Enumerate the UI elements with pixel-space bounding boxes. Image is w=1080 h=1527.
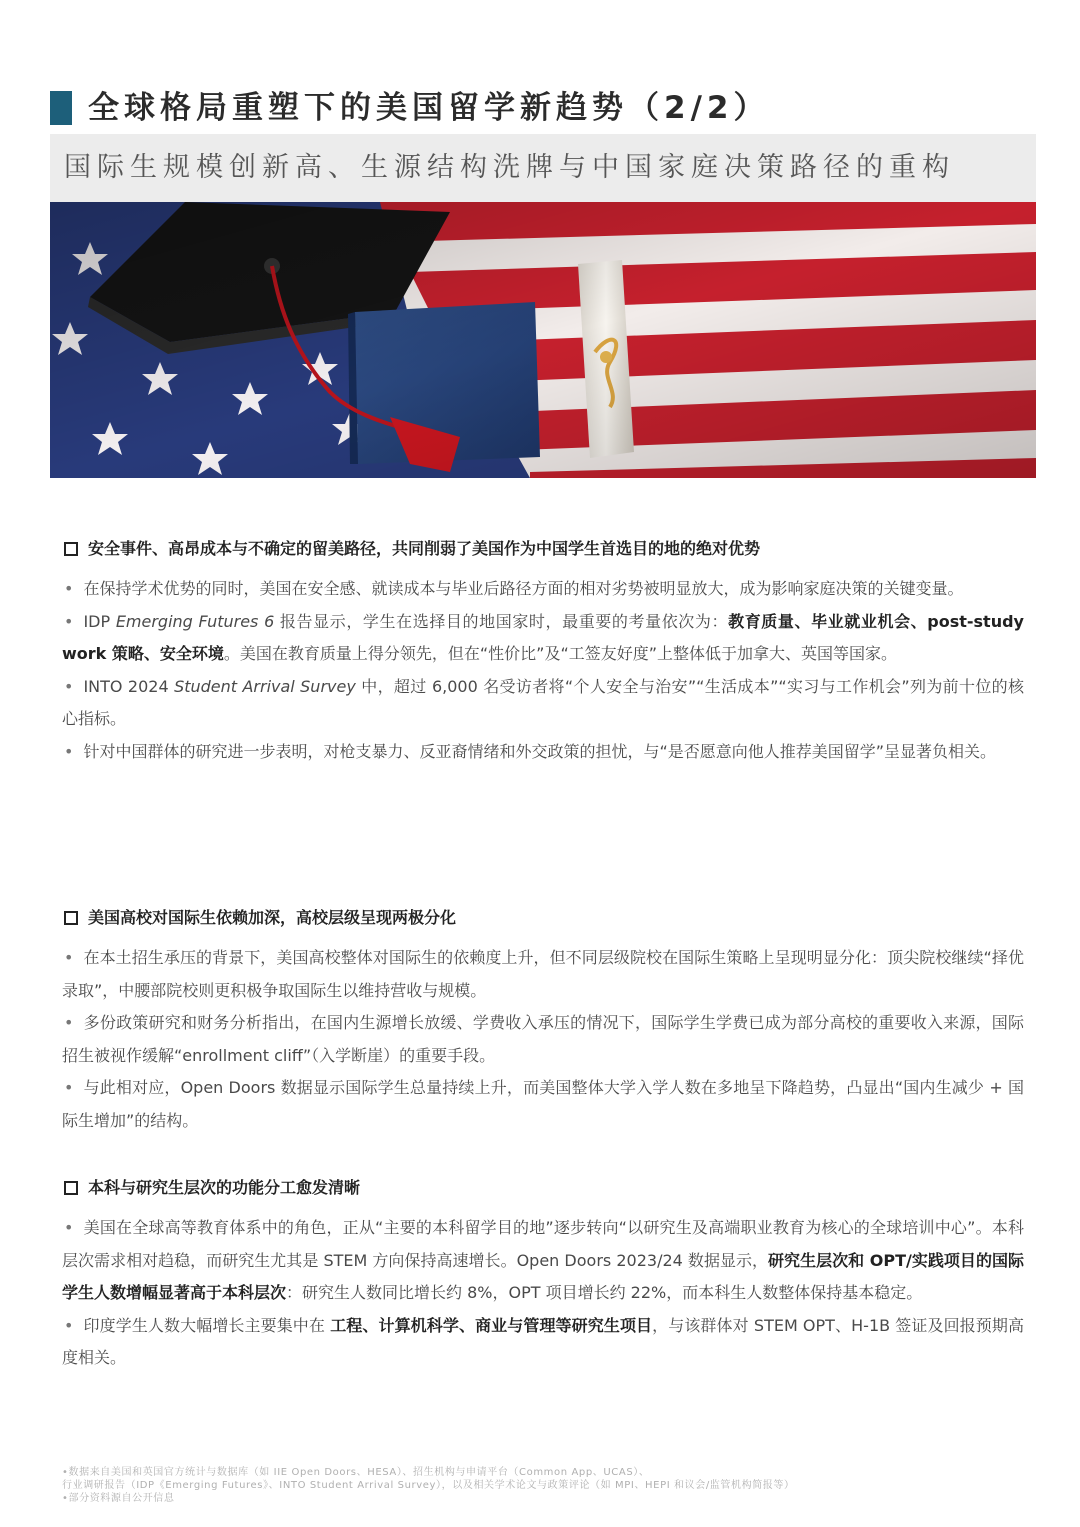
bullet-paragraph: • IDP Emerging Futures 6 报告显示，学生在选择目的地国家时，最重要的考量依次为：教育质量、毕业就业机会、post-study work 策略、安全环境。美国在教育质量上得分领先，但在“性价比”及“工签友好度”上整体低于加拿大、英国等国家。	[62, 611, 1024, 664]
title-accent-bar	[50, 91, 72, 125]
section-heading: 本科与研究生层次的功能分工愈发清晰	[62, 1176, 1024, 1200]
footnote-line: 行业调研报告（IDP《Emerging Futures》、INTO Student Arrival Survey），以及相关学术论文与政策评论（如 MPI、HEPI 和议会/监管机构简报等）	[62, 1480, 795, 1491]
page-title: 全球格局重塑下的美国留学新趋势（2/2）	[88, 90, 770, 126]
bullet-paragraph: • 针对中国群体的研究进一步表明，对枪支暴力、反亚裔情绪和外交政策的担忧，与“是否愿意向他人推荐美国留学”呈显著负相关。	[64, 741, 997, 761]
section-1-body	[62, 573, 1024, 769]
section-3-body	[62, 1212, 1024, 1375]
bullet-paragraph: • 与此相对应，Open Doors 数据显示国际学生总量持续上升，而美国整体大学入学人数在多地呈下降趋势，凸显出“国内生减少 + 国际生增加”的结构。	[62, 1078, 1024, 1130]
hero-image	[50, 202, 1036, 478]
footnote	[62, 1466, 1022, 1505]
section-heading: 美国高校对国际生依赖加深，高校层级呈现两极分化	[62, 906, 1024, 930]
section-2-body	[62, 942, 1024, 1138]
section-2	[62, 906, 1024, 930]
bullet-paragraph: • 多份政策研究和财务分析指出，在国内生源增长放缓、学费收入承压的情况下，国际学生学费已成为部分高校的重要收入来源，国际招生被视作缓解“enrollment cliff”（入学断崖）的重要手段。	[62, 1013, 1024, 1065]
checkbox-icon	[64, 1181, 78, 1195]
bullet-paragraph: • 在保持学术优势的同时，美国在安全感、就读成本与毕业后路径方面的相对劣势被明显放大，成为影响家庭决策的关键变量。	[64, 579, 964, 598]
checkbox-icon	[64, 542, 78, 556]
graduation-cap-flag-diploma-image	[50, 202, 1036, 478]
footnote-line: •数据来自美国和英国官方统计与数据库（如 IIE Open Doors、HESA）、招生机构与申请平台（Common App、UCAS）、	[62, 1467, 650, 1478]
checkbox-icon	[64, 911, 78, 925]
subtitle-band	[50, 134, 1036, 202]
page-subtitle: 国际生规模创新高、生源结构洗牌与中国家庭决策路径的重构	[64, 152, 955, 183]
bullet-paragraph: • 在本土招生承压的背景下，美国高校整体对国际生的依赖度上升，但不同层级院校在国际生策略上呈现明显分化：顶尖院校继续“择优录取”，中腰部院校则更积极争取国际生以维持营收与规模。	[62, 948, 1024, 1000]
bullet-paragraph: • INTO 2024 Student Arrival Survey 中，超过 6,000 名受访者将“个人安全与治安”“生活成本”“实习与工作机会”列为前十位的核心指标。	[62, 676, 1024, 729]
footnote-line: •部分资料源自公开信息	[62, 1493, 175, 1504]
section-heading: 安全事件、高昂成本与不确定的留美路径，共同削弱了美国作为中国学生首选目的地的绝对优势	[62, 537, 1024, 561]
title-bar	[50, 88, 1036, 128]
bullet-paragraph: • 美国在全球高等教育体系中的角色，正从“主要的本科留学目的地”逐步转向“以研究生及高端职业教育为核心的全球培训中心”。本科层次需求相对趋稳，而研究生尤其是 STEM 方向保持高速增长。Open Doors 2023/24 数据显示，研究生层次和 OPT/实践项目的国际学生人数增幅显著高于本科层次：研究生人数同比增长约 8%，OPT 项目增长约 22%，而本科生人数整体保持基本稳定。	[62, 1218, 1024, 1303]
section-3	[62, 1176, 1024, 1200]
bullet-paragraph: • 印度学生人数大幅增长主要集中在 工程、计算机科学、商业与管理等研究生项目，与该群体对 STEM OPT、H-1B 签证及回报预期高度相关。	[62, 1315, 1024, 1368]
section-1	[62, 537, 1024, 561]
